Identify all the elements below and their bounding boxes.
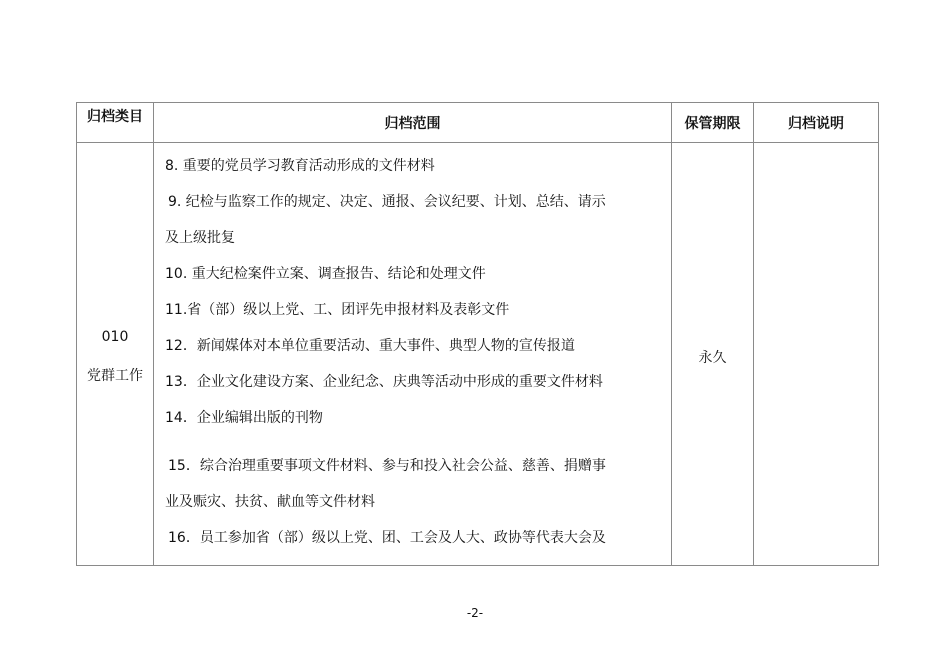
header-notes: 归档说明 (754, 103, 879, 143)
scope-line: 12．新闻媒体对本单位重要活动、重大事件、典型人物的宣传报道 (165, 338, 575, 354)
scope-line: 11.省（部）级以上党、工、团评先申报材料及表彰文件 (165, 302, 510, 318)
category-name: 党群工作 (87, 368, 143, 384)
category-code: 010 (101, 329, 129, 345)
scope-line: 及上级批复 (165, 230, 235, 246)
scope-line: 业及赈灾、扶贫、献血等文件材料 (165, 494, 375, 510)
notes-cell (754, 143, 879, 566)
header-retention: 保管期限 (672, 103, 754, 143)
archive-table (76, 102, 879, 566)
category-cell (77, 143, 154, 566)
table-header-row (77, 103, 879, 143)
retention-cell (672, 143, 754, 566)
scope-line: 16．员工参加省（部）级以上党、团、工会及人大、政协等代表大会及 (168, 530, 606, 546)
scope-line: 8. 重要的党员学习教育活动形成的文件材料 (165, 158, 435, 174)
header-category: 归档类目 (77, 103, 154, 143)
header-scope: 归档范围 (154, 103, 672, 143)
scope-line: 15．综合治理重要事项文件材料、参与和投入社会公益、慈善、捐赠事 (168, 458, 606, 474)
scope-line: 10. 重大纪检案件立案、调查报告、结论和处理文件 (165, 266, 486, 282)
scope-cell (154, 143, 672, 566)
scope-line: 14．企业编辑出版的刊物 (165, 410, 323, 426)
scope-line: 13．企业文化建设方案、企业纪念、庆典等活动中形成的重要文件材料 (165, 374, 603, 390)
table-row (77, 143, 879, 566)
retention-value: 永久 (698, 350, 727, 366)
page-number: -2- (466, 606, 484, 620)
scope-line: 9. 纪检与监察工作的规定、决定、通报、会议纪要、计划、总结、请示 (168, 194, 606, 210)
